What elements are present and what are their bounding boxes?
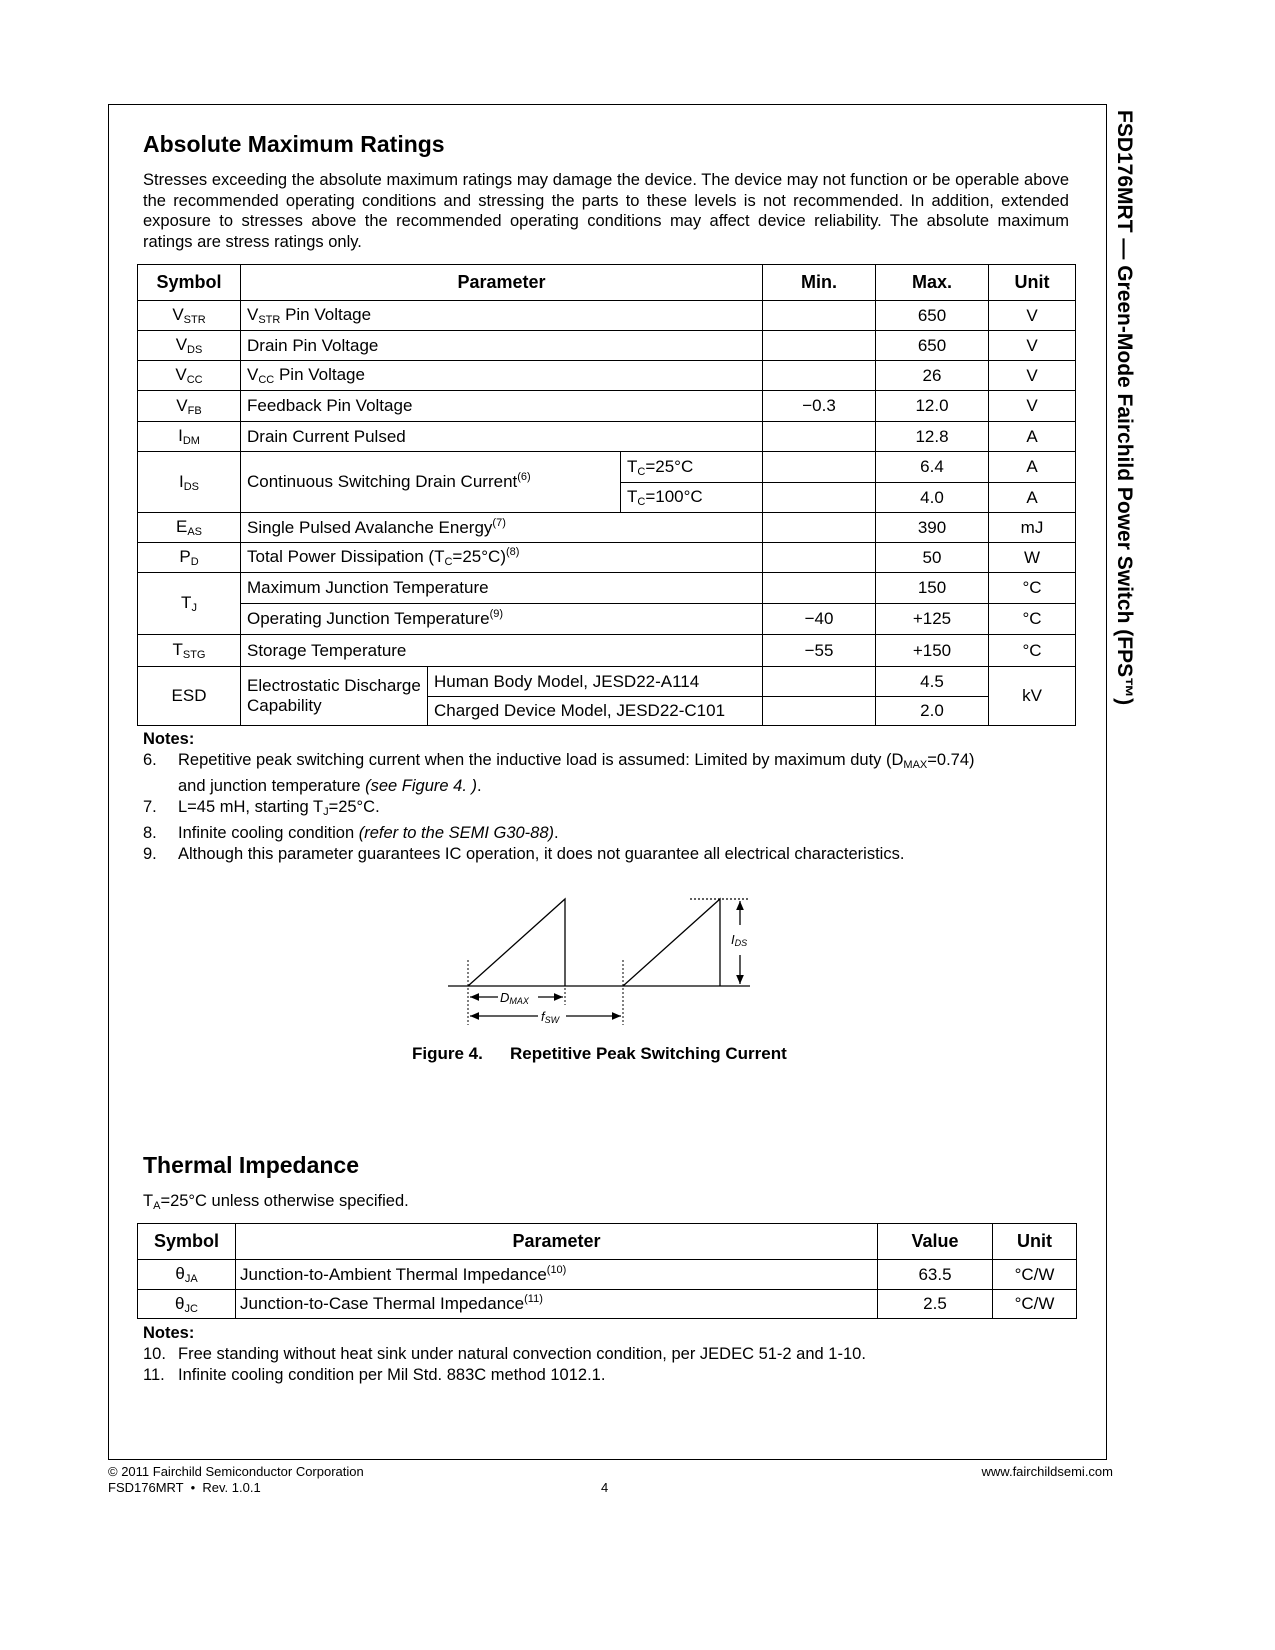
param: Continuous Switching Drain Current <box>247 472 518 491</box>
symbol: V <box>175 365 187 384</box>
side-title: FSD176MRT — Green-Mode Fairchild Power Switch (FPS™) <box>1113 110 1136 706</box>
unit: V <box>989 391 1076 422</box>
note-number: 7. <box>143 798 157 816</box>
table-row <box>138 391 1076 422</box>
condition-sub: C <box>637 496 646 508</box>
unit: mJ <box>989 513 1076 543</box>
min <box>763 331 876 361</box>
max: 26 <box>876 361 989 391</box>
symbol: I <box>178 426 183 445</box>
symbol-sub: JA <box>184 1273 198 1285</box>
max: 2.0 <box>876 697 989 726</box>
unit: °C/W <box>993 1290 1077 1319</box>
unit: kV <box>989 667 1076 726</box>
note-text: . <box>477 777 482 795</box>
header-min: Min. <box>763 265 876 301</box>
note <box>143 1365 1073 1386</box>
note <box>143 844 1073 865</box>
unit: W <box>989 543 1076 573</box>
symbol-sub: DS <box>183 480 199 493</box>
symbol: T <box>172 640 183 659</box>
frame-line <box>108 104 109 1460</box>
note-text: =25°C. <box>328 798 380 816</box>
symbol: P <box>179 547 191 566</box>
header-unit: Unit <box>993 1224 1077 1260</box>
table-row <box>138 452 1076 483</box>
section-title: Thermal Impedance <box>143 1152 360 1178</box>
header-value: Value <box>878 1224 993 1260</box>
param: Pin Voltage <box>280 305 372 324</box>
symbol-sub: DS <box>187 344 203 356</box>
note <box>143 1344 1073 1365</box>
max: 4.5 <box>876 667 989 697</box>
unit: °C <box>989 573 1076 604</box>
max: 150 <box>876 573 989 604</box>
unit: °C <box>989 635 1076 667</box>
param-sub: CC <box>258 374 275 386</box>
footer-part: FSD176MRT • Rev. 1.0.1 <box>108 1480 261 1495</box>
param: Junction-to-Ambient Thermal Impedance <box>240 1264 547 1284</box>
switching-current-diagram <box>440 885 770 1030</box>
thermal-impedance-table <box>137 1223 1077 1319</box>
symbol: I <box>178 471 184 491</box>
frame-line <box>108 104 1107 105</box>
symbol: ESD <box>138 667 241 726</box>
condition-sub: A <box>153 1200 161 1212</box>
unit: A <box>989 452 1076 483</box>
condition: Charged Device Model, JESD22-C101 <box>428 697 763 726</box>
value: 63.5 <box>878 1260 993 1290</box>
condition: =100°C <box>645 487 703 506</box>
min: −55 <box>763 635 876 667</box>
param: =25°C) <box>452 547 506 566</box>
note-text: Infinite cooling condition <box>178 824 359 842</box>
note-ref: (10) <box>546 1263 567 1276</box>
value: 2.5 <box>878 1290 993 1319</box>
table-row <box>138 301 1076 331</box>
symbol: T <box>181 593 192 612</box>
figure-caption: Repetitive Peak Switching Current <box>510 1044 787 1063</box>
condition: =25°C <box>645 456 694 476</box>
symbol: E <box>175 517 188 536</box>
symbol-sub: D <box>190 556 199 568</box>
max: 650 <box>876 301 989 331</box>
note <box>143 750 1073 797</box>
frame-line <box>108 1459 1107 1460</box>
condition: T <box>627 456 638 476</box>
param: Total Power Dissipation (T <box>247 547 445 566</box>
table-row <box>138 604 1076 635</box>
figure-label: Figure 4. <box>412 1044 483 1063</box>
header-parameter: Parameter <box>241 265 763 301</box>
notes <box>143 1323 1073 1386</box>
unit: V <box>989 361 1076 391</box>
note-ref: (refer to the SEMI G30-88) <box>358 824 555 842</box>
note-sub: J <box>323 806 329 818</box>
table-row <box>138 543 1076 573</box>
header-symbol: Symbol <box>138 1224 236 1260</box>
table-row <box>138 1290 1077 1319</box>
symbol-sub: STR <box>183 314 206 326</box>
symbol-sub: DM <box>182 435 200 447</box>
max: 12.8 <box>876 422 989 452</box>
max: 390 <box>876 513 989 543</box>
symbol: θ <box>175 1264 185 1283</box>
note <box>143 823 1073 844</box>
param: Junction-to-Case Thermal Impedance <box>240 1294 525 1313</box>
param: Maximum Junction Temperature <box>241 573 763 604</box>
footer-copyright: © 2011 Fairchild Semiconductor Corporation <box>108 1464 364 1479</box>
unit: V <box>989 331 1076 361</box>
table-row <box>138 667 1076 697</box>
note-text: and junction temperature <box>178 777 366 795</box>
note-text: . <box>554 824 559 842</box>
symbol-sub: AS <box>187 526 203 538</box>
section-title: Absolute Maximum Ratings <box>143 131 445 157</box>
min: −0.3 <box>763 391 876 422</box>
note <box>143 797 1073 823</box>
table-row <box>138 513 1076 543</box>
param: Operating Junction Temperature <box>247 609 490 628</box>
symbol: V <box>175 335 188 354</box>
symbol-sub: STG <box>182 649 206 661</box>
note-number: 6. <box>143 751 157 769</box>
note-sub: MAX <box>903 759 928 771</box>
param-sub: C <box>444 556 453 568</box>
ids-label: IDS <box>731 932 748 948</box>
note-ref: (9) <box>489 608 504 620</box>
thermal-condition <box>143 1191 409 1217</box>
symbol-sub: JC <box>184 1302 198 1315</box>
min <box>763 422 876 452</box>
table-row <box>138 635 1076 667</box>
unit: V <box>989 301 1076 331</box>
frame-line <box>1106 104 1107 1460</box>
header-parameter: Parameter <box>236 1224 878 1260</box>
note-number: 11. <box>143 1366 165 1384</box>
header-max: Max. <box>876 265 989 301</box>
header-unit: Unit <box>989 265 1076 301</box>
symbol: θ <box>175 1293 185 1313</box>
note-ref: (11) <box>524 1293 543 1305</box>
note-ref: (see Figure 4. ) <box>365 777 477 795</box>
unit: °C <box>989 604 1076 635</box>
max: +125 <box>876 604 989 635</box>
intro-paragraph: Stresses exceeding the absolute maximum ratings may damage the device. The device may not function or be operable above the recommended operating conditions and stressing the parts to these levels is not recommended. In addition, extended exposure to stresses above the recommended operating conditions may affect device reliability. The absolute maximum ratings are stress ratings only. <box>143 171 1069 251</box>
condition: T <box>627 487 638 506</box>
unit: A <box>989 483 1076 513</box>
pulse-1 <box>468 899 565 986</box>
table-row <box>138 331 1076 361</box>
max: 6.4 <box>876 452 989 483</box>
note-text: Infinite cooling condition per Mil Std. 883C method 1012.1. <box>178 1366 606 1384</box>
max: 650 <box>876 331 989 361</box>
param-sub: STR <box>258 314 281 326</box>
dmax-label: DMAX <box>500 990 529 1006</box>
symbol-sub: J <box>191 602 197 614</box>
table-row <box>138 1260 1077 1290</box>
unit: °C/W <box>993 1260 1077 1290</box>
note-number: 10. <box>143 1345 166 1363</box>
param: Feedback Pin Voltage <box>241 391 763 422</box>
note-text: Although this parameter guarantees IC operation, it does not guarantee all electrical characteristics. <box>178 845 905 863</box>
param: Storage Temperature <box>241 635 763 667</box>
notes-title: Notes: <box>143 730 195 748</box>
note-text: Free standing without heat sink under natural convection condition, per JEDEC 51-2 and 1-10. <box>178 1345 866 1363</box>
symbol-sub: FB <box>187 404 202 417</box>
min <box>763 361 876 391</box>
note-text: =0.74) <box>927 751 975 769</box>
footer-url[interactable]: www.fairchildsemi.com <box>981 1464 1113 1479</box>
param: V <box>247 365 259 384</box>
min <box>763 301 876 331</box>
note-text: Repetitive peak switching current when the inductive load is assumed: Limited by maximum duty (D <box>178 751 904 769</box>
unit: A <box>989 422 1076 452</box>
note-text: L=45 mH, starting T <box>178 798 324 816</box>
note-ref: (6) <box>517 471 531 483</box>
condition: =25°C unless otherwise specified. <box>160 1192 409 1210</box>
fsw-label: fSW <box>541 1009 560 1025</box>
param: Drain Current Pulsed <box>241 422 763 452</box>
symbol: V <box>176 395 188 415</box>
param: Drain Pin Voltage <box>241 331 763 361</box>
note-number: 8. <box>143 824 157 842</box>
max: +150 <box>876 635 989 667</box>
notes <box>143 729 1073 865</box>
note-number: 9. <box>143 845 157 863</box>
absolute-maximum-ratings-table <box>137 264 1076 726</box>
table-row <box>138 422 1076 452</box>
header-symbol: Symbol <box>138 265 241 301</box>
note-ref: (8) <box>506 546 520 558</box>
symbol: V <box>172 305 184 324</box>
max: 4.0 <box>876 483 989 513</box>
table-row <box>138 361 1076 391</box>
pulse-2 <box>623 899 720 986</box>
param: Single Pulsed Avalanche Energy <box>247 517 493 537</box>
symbol-sub: CC <box>186 374 203 386</box>
param: Pin Voltage <box>274 365 365 384</box>
max: 50 <box>876 543 989 573</box>
max: 12.0 <box>876 391 989 422</box>
min: −40 <box>763 604 876 635</box>
param: Electrostatic Discharge Capability <box>241 667 428 726</box>
condition: T <box>143 1192 154 1210</box>
condition-sub: C <box>637 465 646 478</box>
condition: Human Body Model, JESD22-A114 <box>428 667 763 697</box>
notes-title: Notes: <box>143 1324 195 1342</box>
table-row <box>138 573 1076 604</box>
param: V <box>247 305 259 324</box>
note-ref: (7) <box>492 516 506 529</box>
page-number: 4 <box>601 1480 609 1495</box>
